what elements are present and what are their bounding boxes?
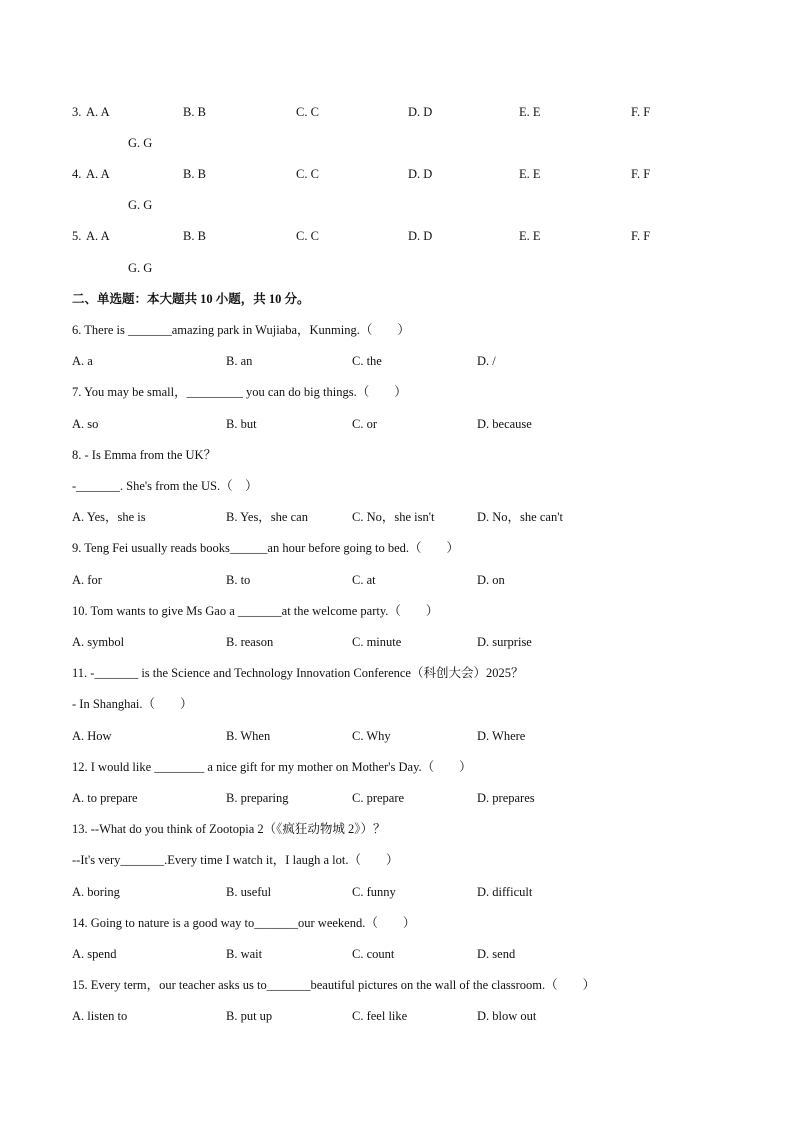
question-10-options xyxy=(72,634,752,650)
option-a: A. so xyxy=(72,417,99,431)
option-b: B. B xyxy=(183,167,206,181)
question-3-options-row2 xyxy=(72,135,752,151)
section-title: 二、单选题：本大题共 10 小题，共 10 分。 xyxy=(72,292,310,306)
question-11-options xyxy=(72,728,752,744)
option-e: E. E xyxy=(519,167,541,181)
question-6-options xyxy=(72,353,752,369)
option-c: C. prepare xyxy=(352,791,405,805)
question-8-options xyxy=(72,509,752,525)
option-d: D. D xyxy=(408,229,433,243)
option-d: D. send xyxy=(477,947,516,961)
question-12-stem: 12. I would like ________ a nice gift for my mother on Mother's Day.（ ） xyxy=(72,760,472,774)
option-g: G. G xyxy=(128,136,153,150)
option-a: A. A xyxy=(86,229,110,243)
option-a: A. A xyxy=(86,105,110,119)
option-b: B. When xyxy=(226,729,271,743)
option-d: D. difficult xyxy=(477,885,533,899)
option-b: B. B xyxy=(183,105,206,119)
option-a: A. How xyxy=(72,729,112,743)
option-b: B. reason xyxy=(226,635,274,649)
question-14-stem: 14. Going to nature is a good way to_______our weekend.（ ） xyxy=(72,916,416,930)
option-f: F. F xyxy=(631,167,651,181)
question-8-stem-line2: -_______. She's from the US.（ ） xyxy=(72,479,258,493)
option-b: B. put up xyxy=(226,1009,273,1023)
option-d: D. D xyxy=(408,167,433,181)
option-e: E. E xyxy=(519,105,541,119)
option-d: D. surprise xyxy=(477,635,532,649)
option-g: G. G xyxy=(128,198,153,212)
question-13-stem: 13. --What do you think of Zootopia 2（《疯狂动物城 2》）？ xyxy=(72,822,386,836)
option-b: B. to xyxy=(226,573,251,587)
option-a: A. to prepare xyxy=(72,791,138,805)
option-b: B. B xyxy=(183,229,206,243)
question-11-stem-line2: - In Shanghai.（ ） xyxy=(72,697,193,711)
option-f: F. F xyxy=(631,105,651,119)
question-9-stem: 9. Teng Fei usually reads books______an hour before going to bed.（ ） xyxy=(72,541,460,555)
option-c: C. minute xyxy=(352,635,402,649)
question-11-stem: 11. -_______ is the Science and Technology Innovation Conference（科创大会）2025？ xyxy=(72,666,524,680)
option-c: C. feel like xyxy=(352,1009,408,1023)
question-5-options xyxy=(72,228,752,244)
option-a: A. spend xyxy=(72,947,117,961)
question-7-options xyxy=(72,416,752,432)
option-d: D. on xyxy=(477,573,505,587)
question-number: 4. xyxy=(72,167,82,181)
option-d: D. because xyxy=(477,417,532,431)
option-a: A. for xyxy=(72,573,102,587)
question-13-stem-line2: --It's very_______.Every time I watch it，I laugh a lot.（ ） xyxy=(72,853,399,867)
option-a: A. boring xyxy=(72,885,120,899)
option-a: A. symbol xyxy=(72,635,125,649)
option-b: B. wait xyxy=(226,947,263,961)
option-b: B. preparing xyxy=(226,791,289,805)
option-d: D. prepares xyxy=(477,791,535,805)
option-c: C. or xyxy=(352,417,377,431)
option-b: B. an xyxy=(226,354,253,368)
option-d: D. D xyxy=(408,105,433,119)
question-13-options xyxy=(72,884,752,900)
option-a: A. listen to xyxy=(72,1009,128,1023)
question-5-options-row2 xyxy=(72,260,752,276)
question-9-options xyxy=(72,572,752,588)
question-3-options xyxy=(72,104,752,120)
question-12-options xyxy=(72,790,752,806)
question-4-options xyxy=(72,166,752,182)
option-d: D. / xyxy=(477,354,496,368)
option-c: C. at xyxy=(352,573,376,587)
option-c: C. C xyxy=(296,105,319,119)
question-number: 3. xyxy=(72,105,82,119)
option-c: C. funny xyxy=(352,885,396,899)
option-c: C. C xyxy=(296,229,319,243)
option-d: D. No，she can't xyxy=(477,510,563,524)
option-a: A. Yes，she is xyxy=(72,510,146,524)
question-number: 5. xyxy=(72,229,82,243)
option-a: A. a xyxy=(72,354,93,368)
option-c: C. C xyxy=(296,167,319,181)
question-7-stem: 7. You may be small，_________ you can do big things.（ ） xyxy=(72,385,407,399)
option-b: B. useful xyxy=(226,885,272,899)
option-c: C. count xyxy=(352,947,395,961)
option-g: G. G xyxy=(128,261,153,275)
question-8-stem: 8. - Is Emma from the UK？ xyxy=(72,448,217,462)
question-14-options xyxy=(72,946,752,962)
option-b: B. but xyxy=(226,417,257,431)
option-b: B. Yes，she can xyxy=(226,510,308,524)
option-e: E. E xyxy=(519,229,541,243)
option-a: A. A xyxy=(86,167,110,181)
option-c: C. Why xyxy=(352,729,391,743)
question-10-stem: 10. Tom wants to give Ms Gao a _______at the welcome party.（ ） xyxy=(72,604,439,618)
option-c: C. the xyxy=(352,354,382,368)
question-15-stem: 15. Every term，our teacher asks us to_______beautiful pictures on the wall of the classroom.（ ） xyxy=(72,978,596,992)
question-6-stem: 6. There is _______amazing park in Wujiaba，Kunming.（ ） xyxy=(72,323,410,337)
option-c: C. No，she isn't xyxy=(352,510,435,524)
option-f: F. F xyxy=(631,229,651,243)
option-d: D. Where xyxy=(477,729,526,743)
option-d: D. blow out xyxy=(477,1009,537,1023)
question-15-options xyxy=(72,1008,752,1024)
question-4-options-row2 xyxy=(72,197,752,213)
